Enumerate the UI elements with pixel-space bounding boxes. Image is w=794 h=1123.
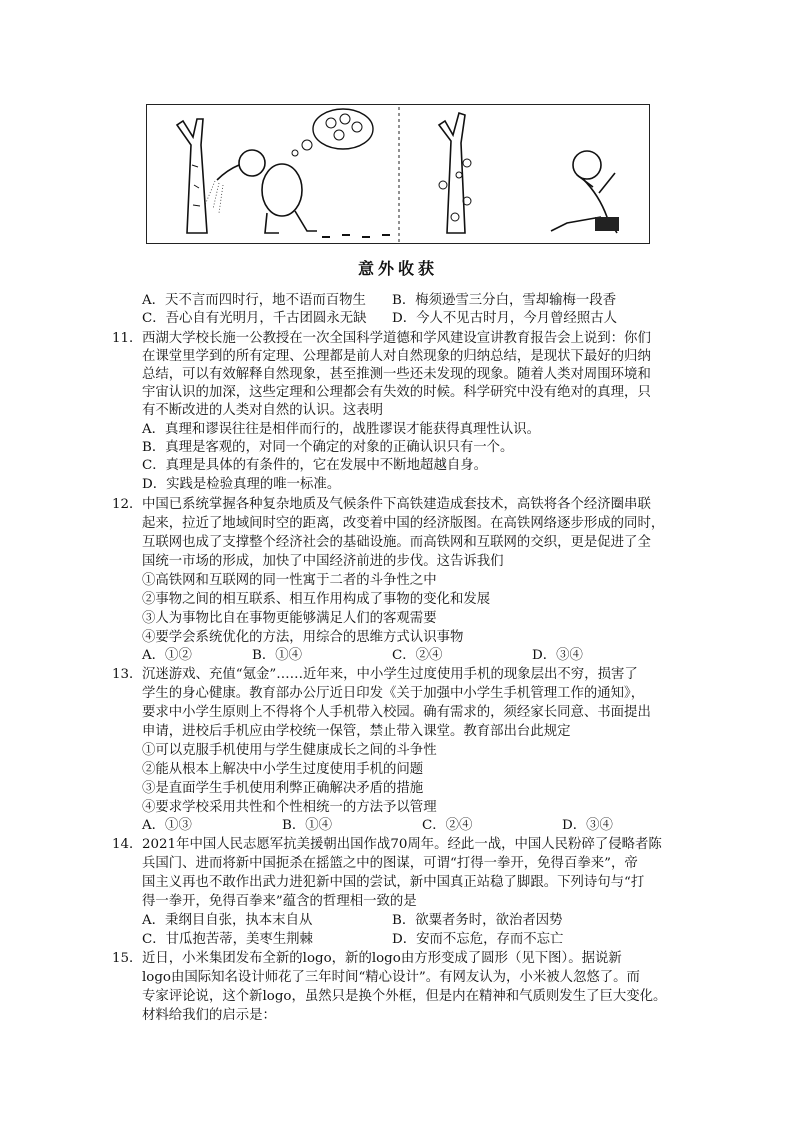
q10-option-a: A．天不言而四时行，地不语而百物生 [142, 293, 366, 308]
q13-stem-line: 沉迷游戏、充值“氪金”……近年来，中小学生过度使用手机的现象层出不穷，损害了 [142, 667, 638, 682]
q15-stem-line: 近日，小米集团发布全新的logo，新的logo由方形变成了圆形（见下图）。据说新 [142, 951, 622, 966]
thought-bubble [313, 109, 373, 149]
q15-stem-line: 材料给我们的启示是： [142, 1008, 276, 1023]
man-head-left [239, 150, 265, 176]
q11-stem-line: 在课堂里学到的所有定理、公理都是前人对自然现象的归纳总结，是现状下最好的归纳 [142, 349, 651, 364]
q13-stem-line: 要求中小学生原则上不得将个人手机带入校园。确有需求的，须经家长同意、书面提出 [142, 705, 651, 720]
q13-choice-c: C．②④ [422, 818, 473, 833]
q12-item: ②事物之间的相互联系、相互作用构成了事物的变化和发展 [142, 592, 491, 607]
q11-stem-line: 西湖大学校长施一公教授在一次全国科学道德和学风建设宣讲教育报告会上说到：你们 [142, 331, 651, 346]
q12-choice-a: A．①② [142, 648, 192, 663]
q11-stem-line: 宇宙认识的加深，这些定理和公理都会有失效的时候。科学研究中没有绝对的真理，只 [142, 385, 651, 400]
q14-option-c: C．甘瓜抱苦蒂，美枣生荆棘 [142, 932, 313, 947]
q14-option-a: A．秉纲目自张，执本末自从 [142, 913, 313, 928]
q13-stem-line: 申请，进校后手机应由学校统一保管，禁止带入课堂。教育部出台此规定 [142, 724, 571, 739]
q13-choice-d: D．③④ [562, 818, 613, 833]
q11-option: B．真理是客观的，对同一个确定的对象的正确认识只有一个。 [142, 440, 514, 455]
q12-stem-line: 中国已系统掌握各种复杂地质及气候条件下高铁建造成套技术，高铁将各个经济圈串联 [142, 497, 651, 512]
q12-stem-line: 互联网也成了支撑整个经济社会的基础设施。而高铁网和互联网的交织，更是促进了全 [142, 535, 651, 550]
q12-item: ③人为事物比自在事物更能够满足人们的客观需要 [142, 611, 437, 626]
q14-stem-line: 2021年中国人民志愿军抗美援朝出国作战70周年。经此一战，中国人民粉碎了侵略者陈 [142, 837, 662, 852]
question-number: 12． [112, 497, 143, 512]
q12-choice-b: B．①④ [252, 648, 303, 663]
q14-option-d: D．安而不忘危，存而不忘亡 [392, 932, 564, 947]
q10-option-c: C．吾心自有光明月，千古团圆永无缺 [142, 311, 367, 326]
question-number: 15． [112, 951, 143, 966]
tree-left [177, 119, 207, 233]
question-number: 13． [112, 667, 143, 682]
q11-option: C．真理是具体的有条件的，它在发展中不断地超越自身。 [142, 458, 488, 473]
q13-choice-b: B．①④ [282, 818, 333, 833]
q13-stem-line: 学生的身心健康。教育部办公厅近日印发《关于加强中小学生手机管理工作的通知》， [142, 686, 645, 701]
q12-choice-c: C．②④ [392, 648, 443, 663]
question-number: 11． [112, 331, 143, 346]
q15-stem-line: 专家评论说，这个新logo，虽然只是换个外框，但是内在精神和气质则发生了巨大变化。 [142, 989, 667, 1004]
q13-choice-a: A．①③ [142, 818, 192, 833]
q13-item: ②能从根本上解决中小学生过度使用手机的问题 [142, 762, 424, 777]
q14-stem-line: 得一拳开，免得百拳来”蕴含的哲理相一致的是 [142, 894, 417, 909]
q12-choice-d: D．③④ [532, 648, 583, 663]
q11-option: D．实践是检验真理的唯一标准。 [142, 477, 341, 492]
cartoon-figure [146, 104, 650, 244]
cartoon-drawing [147, 105, 651, 245]
q15-stem-line: logo由国际知名设计师花了三年时间“精心设计”。有网友认为，小米被人忽悠了。而 [142, 970, 640, 985]
q11-option: A．真理和谬误往往是相伴而行的，战胜谬误才能获得真理性认识。 [142, 422, 540, 437]
q13-item: ④要求学校采用共性和个性相统一的方法予以管理 [142, 800, 437, 815]
q12-item: ④要学会系统优化的方法，用综合的思维方式认识事物 [142, 630, 464, 645]
q13-item: ③是直面学生手机使用利弊正确解决矛盾的措施 [142, 781, 424, 796]
q13-item: ①可以克服手机使用与学生健康成长之间的斗争性 [142, 743, 437, 758]
q10-option-d: D．今人不见古时月，今月曾经照古人 [392, 311, 617, 326]
cartoon-caption: 意外收获 [357, 259, 438, 278]
question-number: 14． [112, 837, 143, 852]
q14-option-b: B．欲粟者务时，欲治者因势 [392, 913, 563, 928]
q12-item: ①高铁网和互联网的同一性寓于二者的斗争性之中 [142, 573, 437, 588]
q11-stem-line: 总结，可以有效解释自然现象，甚至推测一些还未发现的现象。随着人类对周围环境和 [142, 367, 651, 382]
q14-stem-line: 兵国门、进而将新中国扼杀在摇篮之中的图谋，可谓“打得一拳开，免得百拳来”，帝 [142, 856, 638, 871]
q10-option-b: B．梅须逊雪三分白，雪却输梅一段香 [392, 293, 617, 308]
q11-stem-line: 有不断改进的人类对自然的认识。这表明 [142, 403, 384, 418]
q12-stem-line: 起来，拉近了地域间时空的距离，改变着中国的经济版图。在高铁网络逐步形成的同时， [142, 516, 665, 531]
q12-stem-line: 国统一市场的形成，加快了中国经济前进的步伐。这告诉我们 [142, 554, 504, 569]
q14-stem-line: 国主义再也不敢作出武力进犯新中国的尝试，新中国真正站稳了脚跟。下列诗句与“打 [142, 875, 645, 890]
man-body-left [262, 164, 302, 216]
